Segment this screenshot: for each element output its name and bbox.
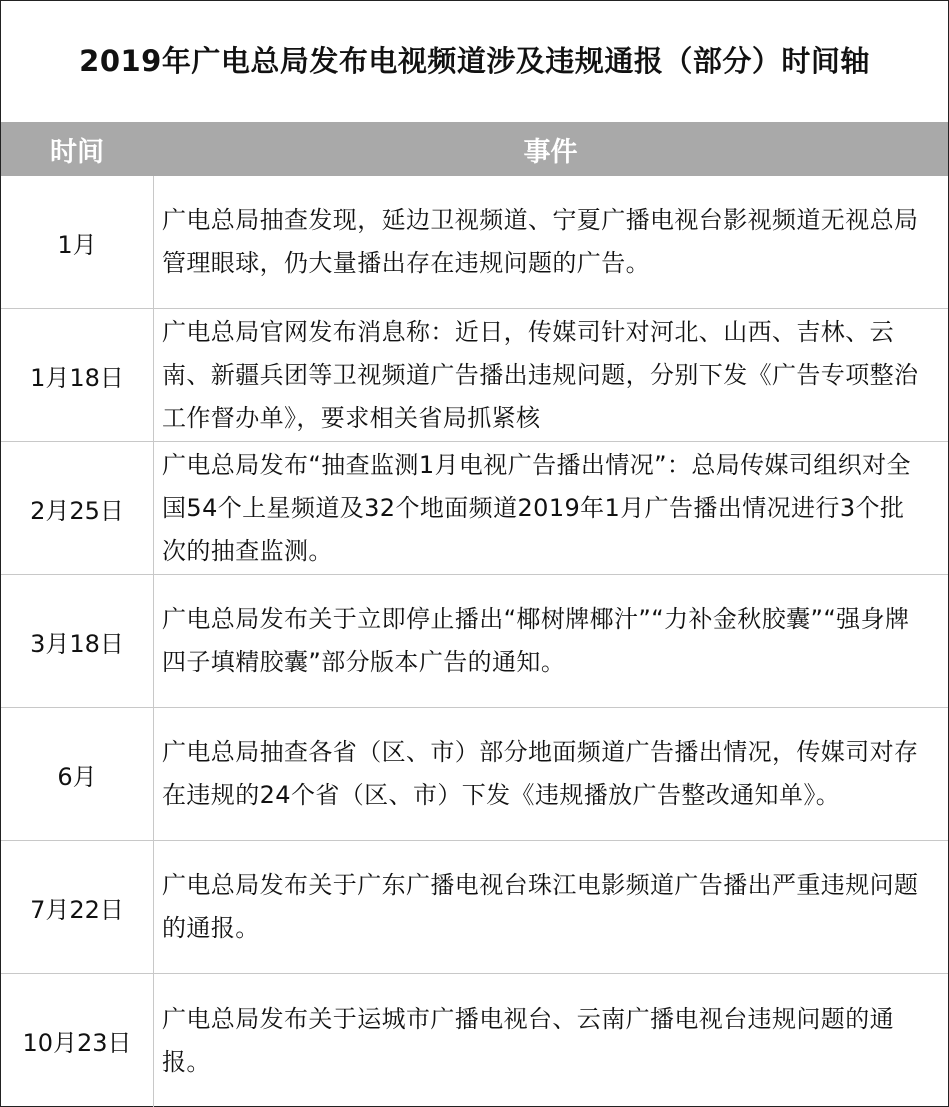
table-header — [1, 122, 948, 176]
table-row — [1, 575, 948, 708]
table-row — [1, 974, 948, 1107]
row-time: 3月18日 — [1, 575, 154, 707]
table-body — [1, 176, 948, 1107]
row-time: 6月 — [1, 708, 154, 840]
row-event: 广电总局发布关于运城市广播电视台、云南广播电视台违规问题的通报。 — [162, 1004, 894, 1076]
row-time: 10月23日 — [1, 974, 154, 1107]
header-event: 事件 — [523, 136, 578, 168]
row-event: 广电总局抽查发现，延边卫视频道、宁夏广播电视台影视频道无视总局管理眼球，仍大量播出存在违规问题的广告。 — [162, 206, 919, 277]
row-event: 广电总局发布“抽查监测1月电视广告播出情况”：总局传媒司组织对全国54个上星频道及32个地面频道2019年1月广告播出情况进行3个批次的抽查监测。 — [162, 450, 911, 565]
row-time: 1月18日 — [1, 309, 154, 441]
row-event: 广电总局发布关于广东广播电视台珠江电影频道广告播出严重违规问题的通报。 — [162, 871, 919, 942]
table-row — [1, 176, 948, 309]
row-time: 1月 — [1, 176, 154, 308]
table-row — [1, 841, 948, 974]
table-row — [1, 708, 948, 841]
header-time: 时间 — [50, 136, 104, 168]
row-event: 广电总局发布关于立即停止播出“椰树牌椰汁”“力补金秋胶囊”“强身牌四子填精胶囊”部分版本广告的通知。 — [162, 605, 910, 676]
page-title: 2019年广电总局发布电视频道涉及违规通报（部分）时间轴 — [79, 44, 870, 78]
table-row — [1, 309, 948, 442]
row-time: 7月22日 — [1, 841, 154, 973]
table-row — [1, 442, 948, 575]
row-event: 广电总局官网发布消息称：近日，传媒司针对河北、山西、吉林、云南、新疆兵团等卫视频道广告播出违规问题，分别下发《广告专项整治工作督办单》，要求相关省局抓紧核 — [162, 317, 919, 432]
row-time: 2月25日 — [1, 442, 154, 574]
row-event: 广电总局抽查各省（区、市）部分地面频道广告播出情况，传媒司对存在违规的24个省（区、市）下发《违规播放广告整改通知单》。 — [162, 738, 919, 809]
